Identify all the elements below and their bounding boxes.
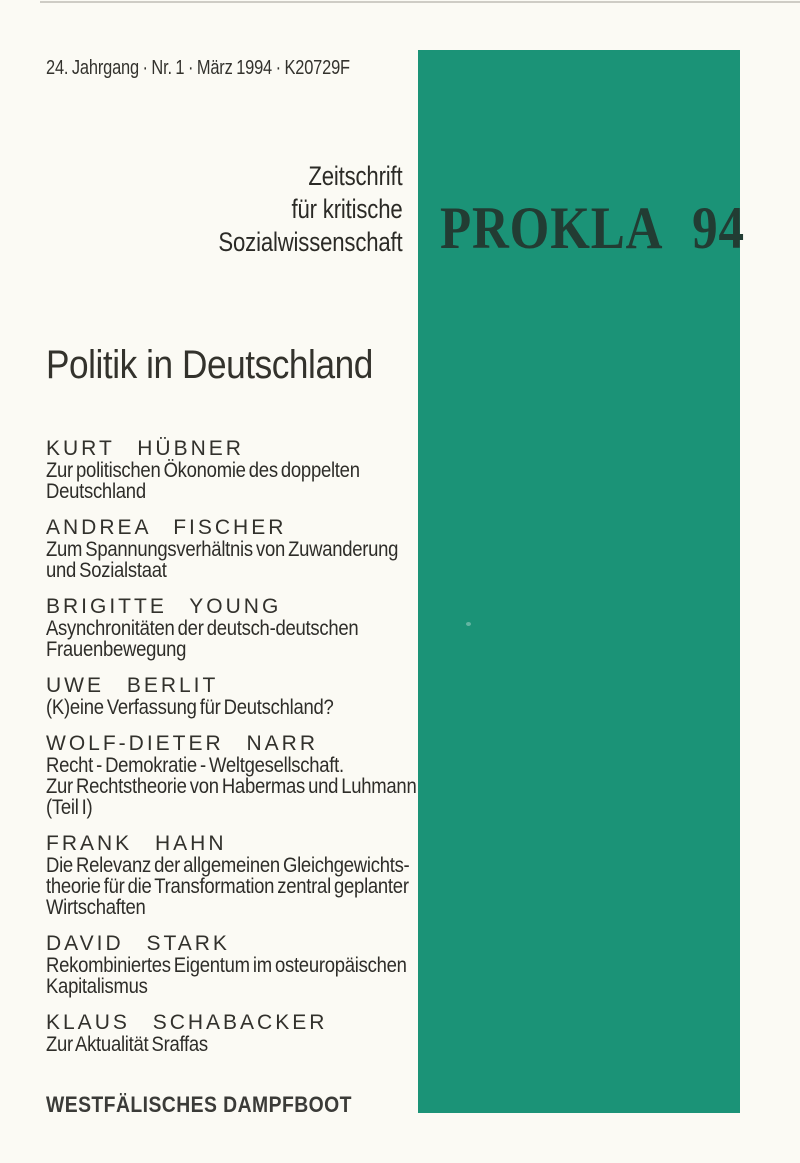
subtitle-line: Zeitschrift xyxy=(308,161,403,191)
article-author: KLAUS SCHABACKER xyxy=(46,1011,328,1034)
journal-subtitle xyxy=(219,160,403,259)
article-title-line: Wirtschaften xyxy=(46,896,146,919)
article-title-line: Zur Rechtstheorie von Habermas und Luhmann xyxy=(46,775,417,798)
article-title-line: Zum Spannungsverhältnis von Zuwanderung xyxy=(46,538,399,561)
article-title-line: Frauenbewegung xyxy=(46,638,187,661)
article-author: UWE BERLIT xyxy=(46,674,219,697)
article-title-line: Zur Aktualität Sraffas xyxy=(46,1033,208,1056)
masthead-issue-number: 94 xyxy=(692,195,745,261)
article-author: ANDREA FISCHER xyxy=(46,516,287,539)
toc-entry xyxy=(46,438,467,502)
toc-entry xyxy=(46,596,467,660)
article-title-line: Kapitalismus xyxy=(46,975,148,998)
masthead-title: PROKLA xyxy=(440,195,664,261)
toc-entry xyxy=(46,675,467,718)
publisher-name: WESTFÄLISCHES DAMPFBOOT xyxy=(46,1092,352,1117)
article-title-line: (Teil I) xyxy=(46,796,93,819)
masthead xyxy=(440,195,745,261)
article-title-line: Rekombiniertes Eigentum im osteuropäischen xyxy=(46,954,407,977)
article-author: WOLF-DIETER NARR xyxy=(46,732,318,755)
issue-info-line: 24. Jahrgang · Nr. 1 · März 1994 · K20729F xyxy=(46,57,350,79)
article-author: DAVID STARK xyxy=(46,932,230,955)
article-title-line: Recht - Demokratie - Weltgesellschaft. xyxy=(46,754,344,777)
toc-entry xyxy=(46,1012,467,1055)
article-title-line: Zur politischen Ökonomie des doppelten xyxy=(46,459,360,482)
toc-entry xyxy=(46,517,467,581)
scan-edge-line xyxy=(40,1,800,3)
article-title-line: Deutschland xyxy=(46,480,146,503)
table-of-contents xyxy=(46,438,467,1055)
subtitle-line: für kritische xyxy=(291,194,403,224)
article-title-line: (K)eine Verfassung für Deutschland? xyxy=(46,696,334,719)
article-author: BRIGITTE YOUNG xyxy=(46,595,282,618)
article-title-line: Asynchronitäten der deutsch-deutschen xyxy=(46,617,359,640)
article-author: FRANK HAHN xyxy=(46,832,227,855)
issue-theme-title: Politik in Deutschland xyxy=(46,343,373,387)
toc-entry xyxy=(46,933,467,997)
article-author: KURT HÜBNER xyxy=(46,437,244,460)
article-title-line: und Sozialstaat xyxy=(46,559,167,582)
toc-entry xyxy=(46,733,467,818)
toc-entry xyxy=(46,833,467,918)
subtitle-line: Sozialwissenschaft xyxy=(218,227,403,257)
article-title-line: theorie für die Transformation zentral geplanter xyxy=(46,875,409,898)
article-title-line: Die Relevanz der allgemeinen Gleichgewichts- xyxy=(46,854,410,877)
